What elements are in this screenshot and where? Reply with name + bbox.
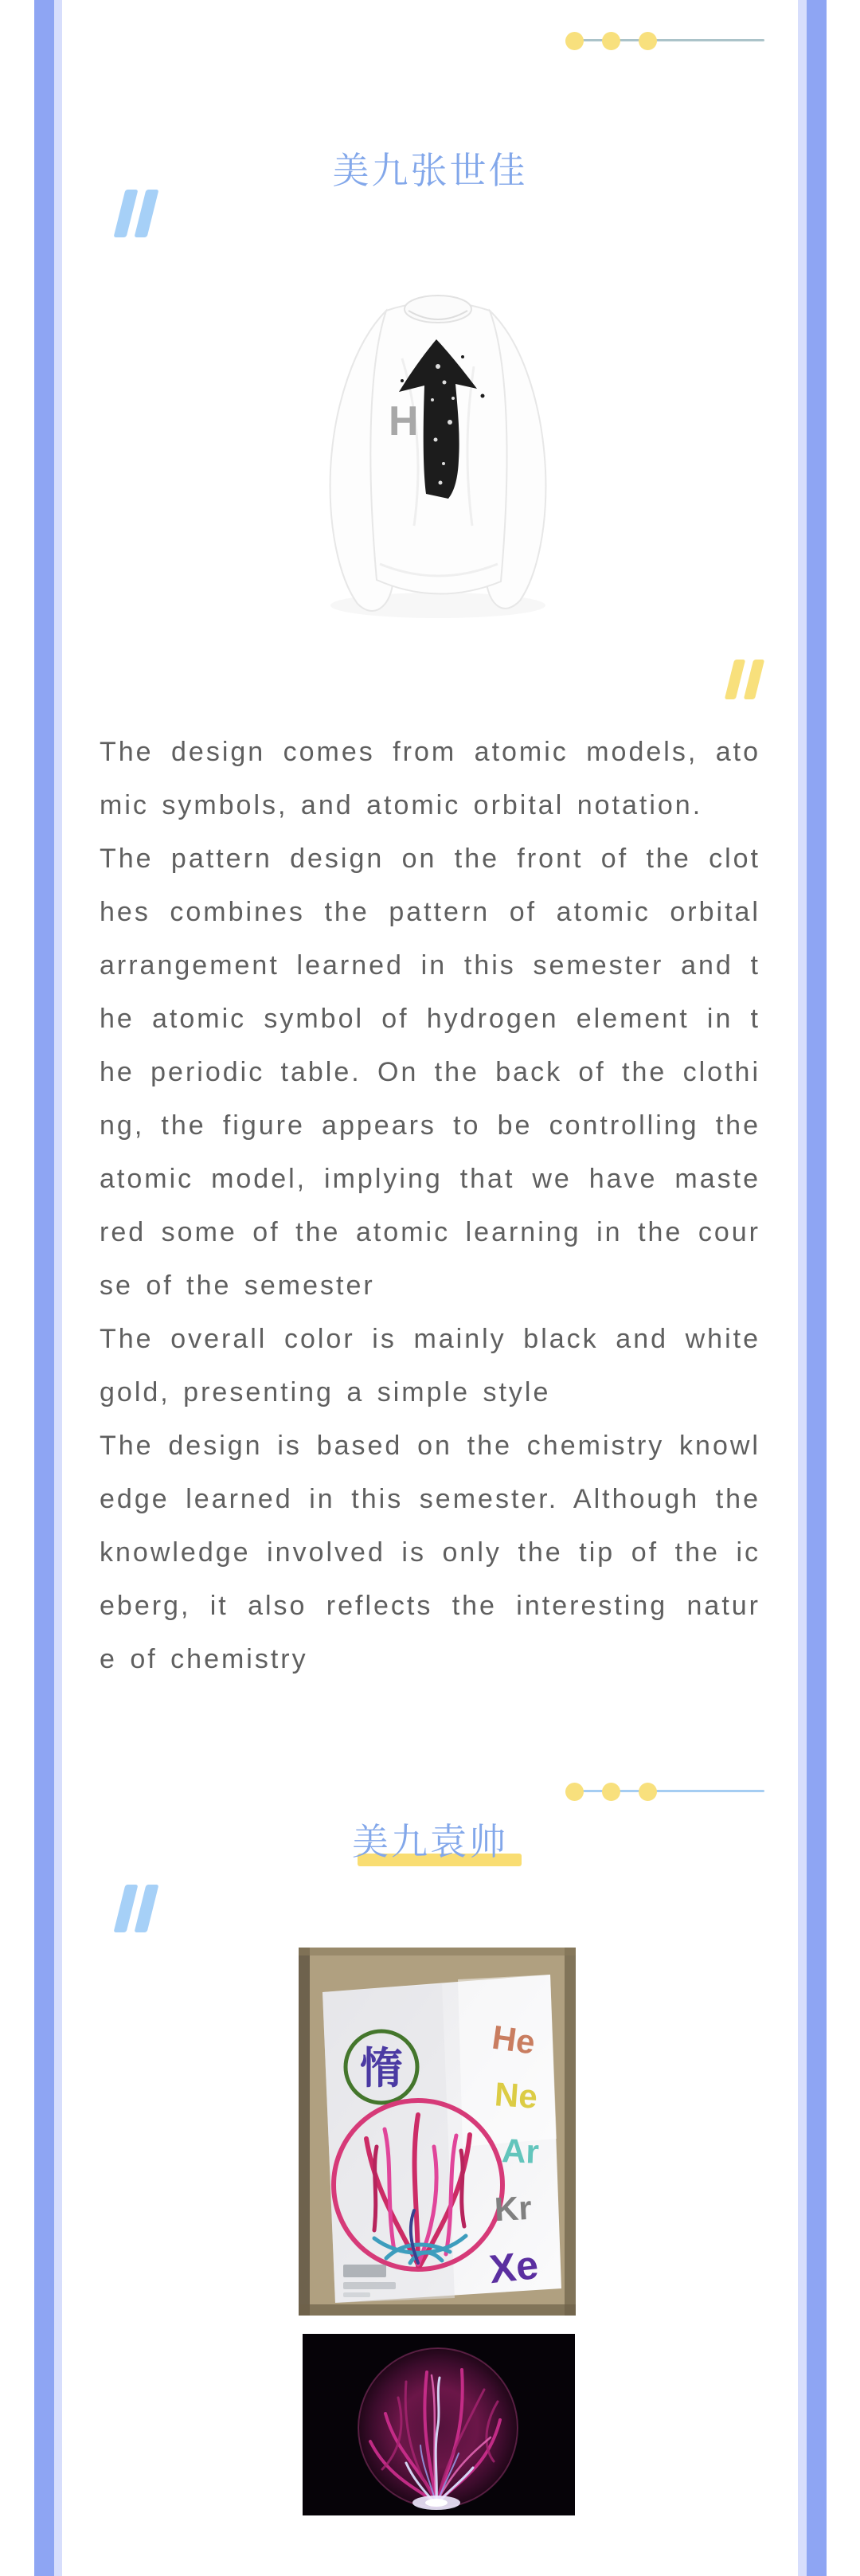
element-label-xe: Xe <box>487 2242 541 2292</box>
body-text-line: arrangement learned in this semester and t <box>100 950 760 981</box>
body-text-line: eberg, it also reflects the interesting natur <box>100 1591 760 1621</box>
right-frame-bar <box>807 0 827 2576</box>
shirt-print-letter: H <box>389 398 419 444</box>
element-label-ar: Ar <box>501 2132 540 2171</box>
body-text-line: The design is based on the chemistry knowl <box>100 1431 760 1461</box>
body-text <box>100 726 760 1686</box>
plasma-ball-photo[interactable] <box>303 2334 575 2515</box>
quote-bar <box>135 1885 159 1932</box>
divider-dot-icon <box>602 1783 620 1801</box>
body-text-line: knowledge involved is only the tip of the ic <box>100 1537 760 1568</box>
body-text-line: edge learned in this semester. Although the <box>100 1484 760 1514</box>
shirt-collar <box>405 296 471 323</box>
right-frame-inner-strip <box>798 0 807 2576</box>
divider-dot-icon <box>565 32 584 50</box>
body-text-line: The pattern design on the front of the clot <box>100 844 760 874</box>
divider-line <box>569 39 764 41</box>
left-frame-bar <box>34 0 54 2576</box>
quote-open-icon <box>119 1885 153 1932</box>
element-label-he: He <box>490 2018 538 2061</box>
quote-bar <box>725 660 745 699</box>
inert-gas-poster-photo[interactable] <box>299 1948 576 2316</box>
quote-bar <box>744 660 764 699</box>
element-label-kr: Kr <box>493 2188 533 2229</box>
body-text-line: atomic model, implying that we have maste <box>100 1164 760 1194</box>
body-text-line: ng, the figure appears to be controlling the <box>100 1110 760 1141</box>
quote-open-icon <box>119 190 153 237</box>
quote-bar <box>114 1885 139 1932</box>
divider-dot-icon <box>639 1783 657 1801</box>
body-text-line: e of chemistry <box>100 1644 308 1674</box>
body-text-line: mic symbols, and atomic orbital notation. <box>100 790 703 820</box>
quote-bar <box>114 190 139 237</box>
divider-dot-icon <box>602 32 620 50</box>
divider-dot-icon <box>639 32 657 50</box>
quote-close-icon <box>729 660 760 699</box>
element-label-ne: Ne <box>493 2075 539 2116</box>
left-frame-inner-strip <box>54 0 62 2576</box>
plasma-base-glow-core <box>425 2499 448 2507</box>
body-text-line: hes combines the pattern of atomic orbital <box>100 897 760 927</box>
body-text-line: he atomic symbol of hydrogen element in t <box>100 1004 760 1034</box>
quote-bar <box>135 190 159 237</box>
body-text-line: se of the semester <box>100 1270 375 1301</box>
section2-title: 美九袁帅 <box>352 1821 508 1862</box>
body-text-line: red some of the atomic learning in the cour <box>100 1217 760 1247</box>
body-text-line: The overall color is mainly black and white <box>100 1324 760 1354</box>
shirt-design-photo[interactable] <box>307 263 569 637</box>
divider-dot-icon <box>565 1783 584 1801</box>
body-text-line: gold, presenting a simple style <box>100 1377 551 1407</box>
section1-title: 美九张世佳 <box>332 150 528 191</box>
body-text-line: he periodic table. On the back of the clothi <box>100 1057 760 1087</box>
body-text-line: The design comes from atomic models, ato <box>100 737 760 767</box>
divider-line <box>569 1790 764 1792</box>
inert-character: 惰 <box>360 2045 403 2093</box>
